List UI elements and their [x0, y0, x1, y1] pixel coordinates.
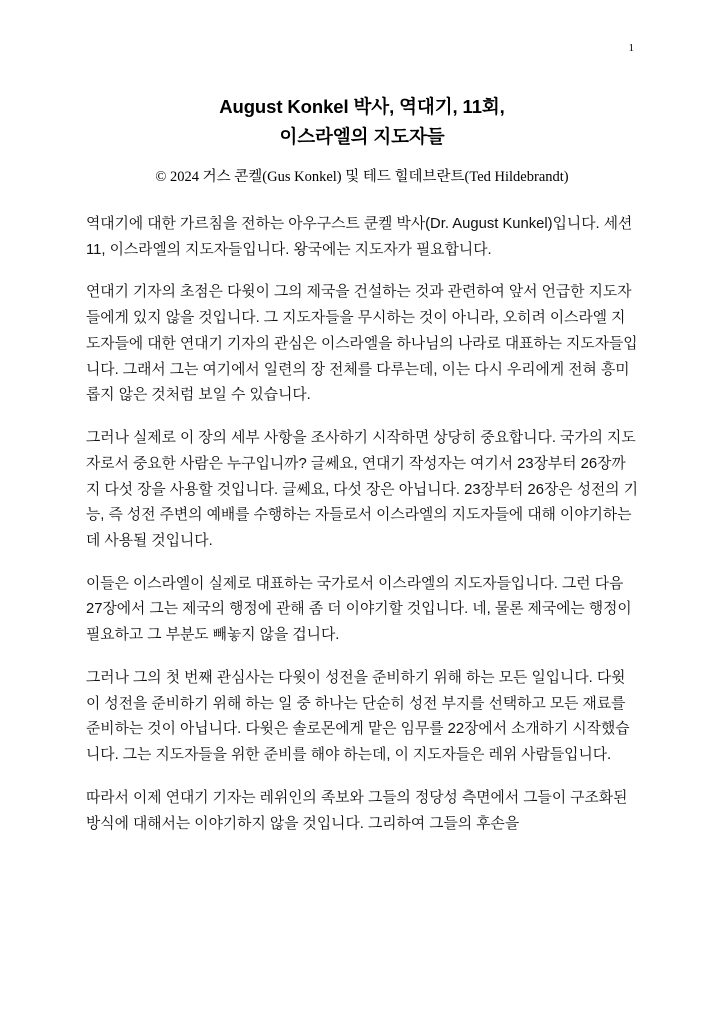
page-title — [86, 92, 638, 152]
paragraph: 따라서 이제 연대기 기자는 레위인의 족보와 그들의 정당성 측면에서 그들이 구조화된 방식에 대해서는 이야기하지 않을 것입니다. 그리하여 그들의 후손을 — [86, 789, 628, 832]
paragraph: 역대기에 대한 가르침을 전하는 아우구스트 쿤켈 박사(Dr. August Kunkel)입니다. 세션 11, 이스라엘의 지도자들입니다. 왕국에는 지도자가 필요합니다. — [86, 215, 633, 258]
document-content — [86, 92, 638, 837]
paragraph: 이들은 이스라엘이 실제로 대표하는 국가로서 이스라엘의 지도자들입니다. 그런 다음 27장에서 그는 제국의 행정에 관해 좀 더 이야기할 것입니다. 네, 물론 제국에는 행정이 필요하고 그 부분도 빼놓지 않을 겁니다. — [86, 575, 632, 644]
copyright-notice: © 2024 거스 콘켈(Gus Konkel) 및 테드 힐데브란트(Ted Hildebrandt) — [155, 168, 569, 185]
page-number: 1 — [628, 42, 634, 54]
paragraph: 연대기 기자의 초점은 다윗이 그의 제국을 건설하는 것과 관련하여 앞서 언급한 지도자들에게 있지 않을 것입니다. 그 지도자들을 무시하는 것이 아니라, 오히려 이스라엘 지도자들에 대한 연대기 기자의 관심은 이스라엘을 하나님의 나라로 대표하는 지도자들입니다. 그래서 그는 여기에서 일련의 장 전체를 다루는데, 이는 다시 우리에게 전혀 흥미롭지 않은 것처럼 보일 수 있습니다. — [86, 284, 638, 404]
title-line-2: 이스라엘의 지도자들 — [279, 125, 445, 147]
title-line-1: August Konkel 박사, 역대기, 11회, — [219, 96, 505, 117]
body-text — [86, 212, 638, 837]
paragraph: 그러나 그의 첫 번째 관심사는 다윗이 성전을 준비하기 위해 하는 모든 일입니다. 다윗이 성전을 준비하기 위해 하는 일 중 하나는 단순히 성전 부지를 선택하고 모든 재료를 준비하는 것이 아닙니다. 다윗은 솔로몬에게 맡은 임무를 22장에서 소개하기 시작했습니다. 그는 지도자들을 위한 준비를 해야 하는데, 이 지도자들은 레위 사람들입니다. — [86, 669, 630, 764]
paragraph: 그러나 실제로 이 장의 세부 사항을 조사하기 시작하면 상당히 중요합니다. 국가의 지도자로서 중요한 사람은 누구입니까? 글쎄요, 연대기 작성자는 여기서 23장부터 26장까지 다섯 장을 사용할 것입니다. 글쎄요, 다섯 장은 아닙니다. 23장부터 26장은 성전의 기능, 즉 성전 주변의 예배를 수행하는 자들로서 이스라엘의 지도자들에 대해 이야기하는 데 사용될 것입니다. — [86, 430, 638, 550]
